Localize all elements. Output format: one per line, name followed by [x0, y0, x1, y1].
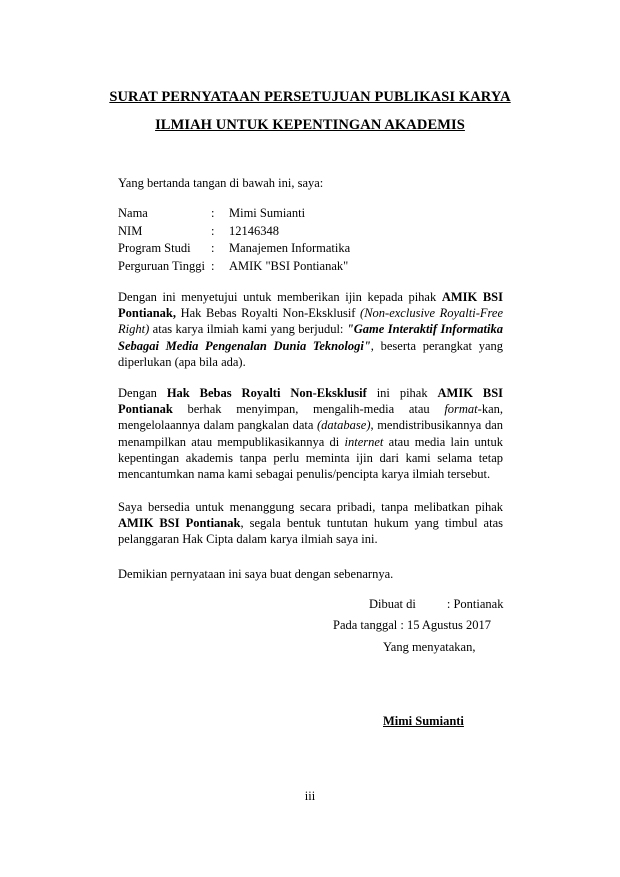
institution-name: AMIK BSI Pontianak: [118, 386, 504, 417]
identity-separator: :: [211, 258, 215, 273]
text-run: atau media lain untuk kepentingan akademis tanpa perlu meminta ijin dari kami selama tetap mencantumkan nama kami sebagai penulis/pencipta karya ilmiah tersebut.: [118, 434, 503, 482]
text-run: , mendistribusikannya dan menampilkan atau mempublikasikannya di: [118, 418, 503, 449]
identity-separator: :: [211, 206, 215, 220]
identity-value: 12146348: [229, 223, 279, 238]
identity-row-program: [118, 240, 350, 258]
place-label: Dibuat di: [369, 597, 416, 611]
identity-value: Manajemen Informatika: [229, 241, 351, 255]
consent-paragraph: [118, 289, 503, 370]
signature-closing: Yang menyatakan,: [383, 640, 476, 654]
signatory-name: Mimi Sumianti: [383, 714, 464, 728]
text-run: ini pihak: [366, 386, 438, 400]
term-internet: internet: [344, 434, 384, 449]
text-run: berhak menyimpan, mengalih-media atau: [172, 402, 445, 417]
signature-date: Pada tanggal : 15 Agustus 2017: [333, 618, 491, 632]
identity-separator: :: [211, 223, 215, 238]
term-database: (database): [317, 418, 371, 433]
document-title-line-1: SURAT PERNYATAAN PERSETUJUAN PUBLIKASI KARYA: [109, 89, 511, 105]
text-run: , segala bentuk tuntutan hukum yang timbul atas pelanggaran Hak Cipta dalam karya ilmiah saya ini.: [118, 516, 503, 547]
identity-value: AMIK "BSI Pontianak": [229, 258, 349, 273]
text-run: Hak Bebas Royalti Non-Eksklusif: [176, 306, 361, 321]
liability-paragraph: [118, 499, 503, 548]
identity-row-nim: [118, 223, 350, 241]
signature-place: [369, 596, 503, 612]
work-title: "Game Interaktif Informatika Sebagai Media Pengenalan Dunia Teknologi": [118, 322, 503, 353]
institution-name: AMIK BSI Pontianak: [118, 516, 241, 531]
identity-row-name: [118, 205, 350, 223]
rights-paragraph: [118, 385, 503, 482]
identity-label: Perguruan Tinggi: [118, 258, 205, 273]
page-number: iii: [304, 789, 316, 803]
term-format: format: [444, 402, 478, 417]
text-run: Saya bersedia untuk menanggung secara pribadi, tanpa melibatkan pihak: [118, 500, 503, 514]
text-run: -kan, mengelolaannya dalam pangkalan data: [118, 402, 503, 433]
identity-row-institution: [118, 258, 350, 276]
closing-paragraph: Demikian pernyataan ini saya buat dengan sebenarnya.: [118, 567, 394, 581]
identity-separator: :: [211, 241, 215, 255]
text-run: Dengan ini menyetujui untuk memberikan ijin kepada pihak: [118, 290, 442, 304]
identity-table: [118, 205, 350, 275]
identity-label: Nama: [118, 206, 148, 220]
text-run: , beserta perangkat yang diperlukan (apa bila ada).: [118, 338, 503, 369]
license-name: Hak Bebas Royalti Non-Eksklusif: [166, 386, 367, 400]
identity-value: Mimi Sumianti: [229, 206, 306, 220]
identity-label: Program Studi: [118, 241, 191, 255]
institution-name: AMIK BSI Pontianak,: [118, 290, 503, 321]
identity-label: NIM: [118, 223, 143, 238]
text-run: atas karya ilmiah kami yang berjudul:: [149, 322, 347, 337]
license-term: (Non-exclusive Royalti-Free Right): [118, 306, 503, 337]
intro-text: Yang bertanda tangan di bawah ini, saya:: [118, 176, 324, 190]
place-value: : Pontianak: [446, 597, 504, 611]
document-title-line-2: ILMIAH UNTUK KEPENTINGAN AKADEMIS: [155, 117, 465, 133]
text-run: Dengan: [118, 386, 167, 400]
